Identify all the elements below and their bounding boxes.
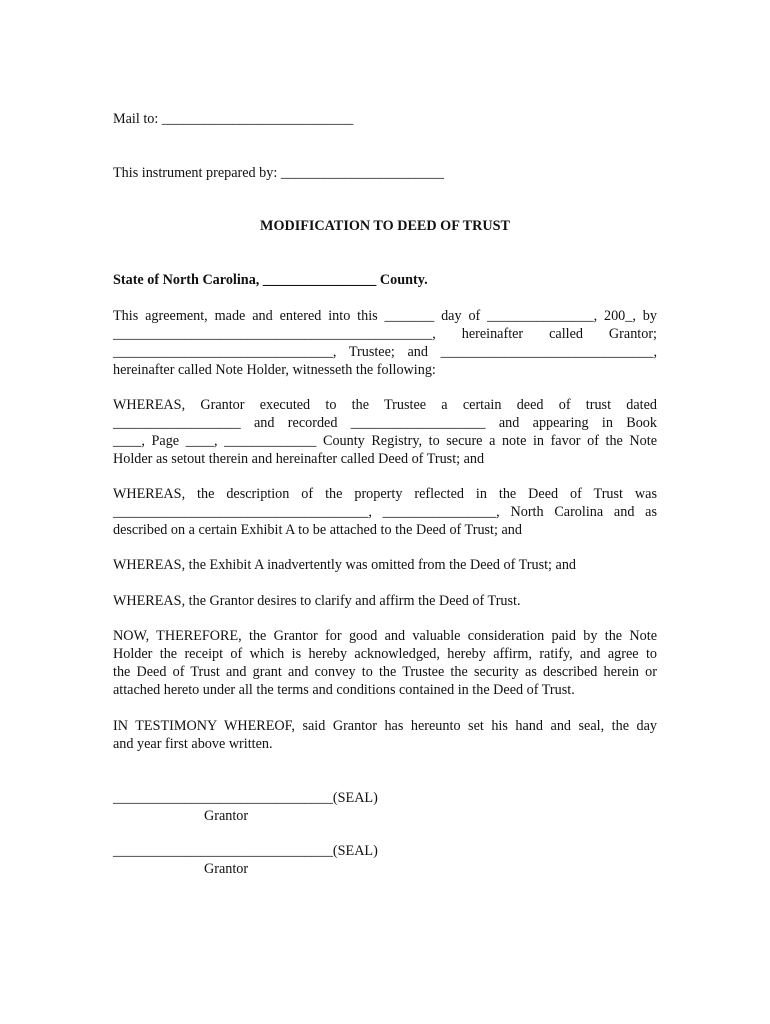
whereas-2-line-1: WHEREAS, the description of the property reflected in the Deed of Trust was (113, 486, 657, 502)
agreement-line-2: _____________________________________________, hereinafter called Grantor; (113, 326, 657, 342)
signature-label-1: Grantor (204, 808, 249, 824)
signature-line-2: _______________________________(SEAL) (113, 843, 378, 859)
whereas-1-line-2: __________________ and recorded ___________________ and appearing in Book (113, 415, 657, 431)
whereas-1-line-1: WHEREAS, Grantor executed to the Trustee a certain deed of trust dated (113, 397, 657, 413)
now-therefore-line-1: NOW, THEREFORE, the Grantor for good and valuable consideration paid by the Note (113, 628, 657, 644)
signature-line-1: _______________________________(SEAL) (113, 790, 378, 806)
whereas-4-line-1: WHEREAS, the Grantor desires to clarify and affirm the Deed of Trust. (113, 593, 521, 609)
prepared-by-line: This instrument prepared by: _______________________ (113, 165, 445, 181)
agreement-line-4: hereinafter called Note Holder, witnesseth the following: (113, 362, 436, 378)
now-therefore-line-4: attached hereto under all the terms and conditions contained in the Deed of Trust. (113, 682, 575, 698)
testimony-line-2: and year first above written. (113, 736, 273, 752)
signature-label-2: Grantor (204, 861, 249, 877)
whereas-2-line-3: described on a certain Exhibit A to be attached to the Deed of Trust; and (113, 522, 522, 538)
agreement-line-3: _______________________________, Trustee; and ______________________________, (113, 344, 657, 360)
now-therefore-line-2: Holder the receipt of which is hereby acknowledged, hereby affirm, ratify, and agree to (113, 646, 657, 662)
state-county-line: State of North Carolina, ________________ County. (113, 272, 428, 288)
testimony-line-1: IN TESTIMONY WHEREOF, said Grantor has hereunto set his hand and seal, the day (113, 718, 657, 734)
mail-to-line: Mail to: ___________________________ (113, 111, 354, 127)
agreement-line-1: This agreement, made and entered into this _______ day of _______________, 200_, by (113, 308, 657, 324)
now-therefore-line-3: the Deed of Trust and grant and convey to the Trustee the security as described herein or (113, 664, 657, 680)
whereas-1-line-4: Holder as setout therein and hereinafter called Deed of Trust; and (113, 451, 485, 467)
whereas-1-line-3: ____, Page ____, _____________ County Registry, to secure a note in favor of the Note (113, 433, 657, 449)
document-title: MODIFICATION TO DEED OF TRUST (260, 218, 510, 234)
whereas-3-line-1: WHEREAS, the Exhibit A inadvertently was omitted from the Deed of Trust; and (113, 557, 577, 573)
whereas-2-line-2: ____________________________________, ________________, North Carolina and as (113, 504, 657, 520)
